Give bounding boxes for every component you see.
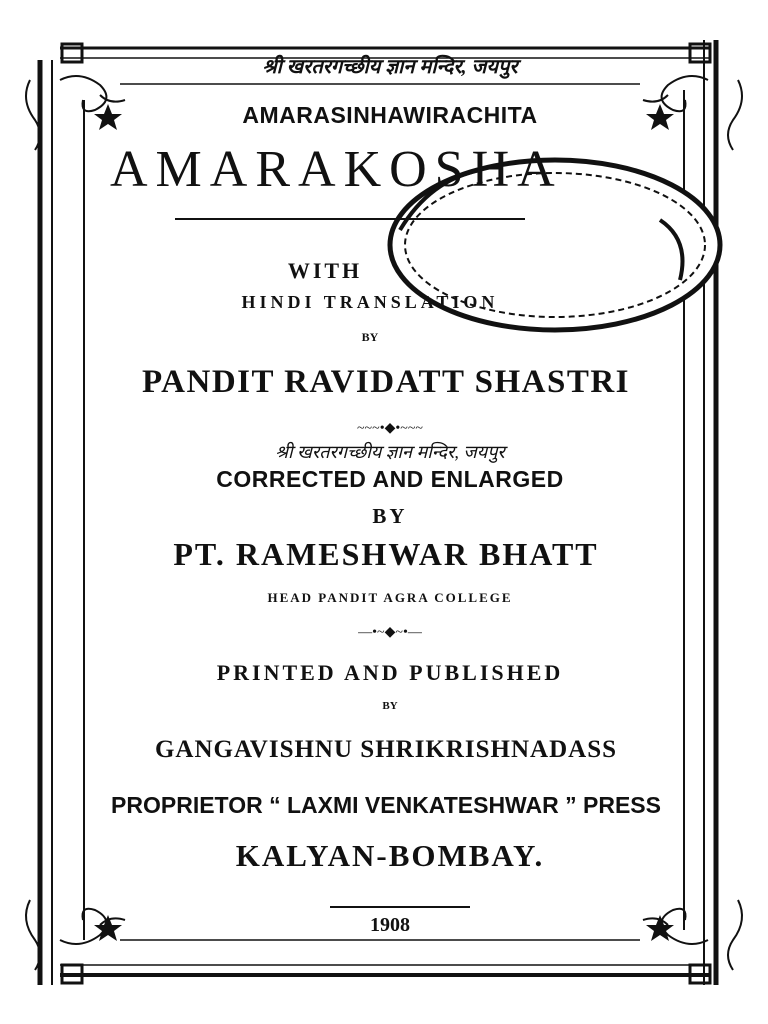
corrected-line: CORRECTED AND ENLARGED: [216, 466, 564, 492]
proprietor-line: PROPRIETOR “ LAXMI VENKATESHWAR ” PRESS: [111, 792, 661, 818]
by-line-3: BY: [382, 700, 398, 712]
author-line: AMARASINHAWIRACHITA: [242, 102, 538, 128]
editor-name: PANDIT RAVIDATT SHASTRI: [141, 364, 631, 400]
ornament-divider-2: —•~◆~•—: [358, 625, 422, 640]
with-line: WITH: [287, 258, 363, 283]
year-rule: [330, 906, 470, 908]
publisher-name: GANGAVISHNU SHRIKRISHNADASS: [154, 736, 618, 763]
ornament-divider-1: ~~~•◆•~~~: [356, 421, 423, 436]
reviser-name: PT. RAMESHWAR BHATT: [173, 536, 599, 572]
by-line-2: BY: [372, 504, 408, 528]
main-title: AMARAKOSHA: [110, 141, 563, 198]
reviser-title: HEAD PANDIT AGRA COLLEGE: [267, 590, 513, 605]
stamp-devanagari-line: श्री खरतरगच्छीय ज्ञान मन्दिर, जयपुर: [275, 442, 505, 462]
header-devanagari-line: श्री खरतरगच्छीय ज्ञान मन्दिर, जयपुर: [262, 56, 518, 78]
printed-line: PRINTED AND PUBLISHED: [216, 660, 564, 685]
city-line: KALYAN-BOMBAY.: [235, 838, 545, 873]
title-rule: [175, 218, 525, 220]
publication-year: 1908: [370, 914, 410, 936]
translation-line: HINDI TRANSLATION: [241, 292, 499, 312]
by-line-1: BY: [361, 330, 379, 344]
